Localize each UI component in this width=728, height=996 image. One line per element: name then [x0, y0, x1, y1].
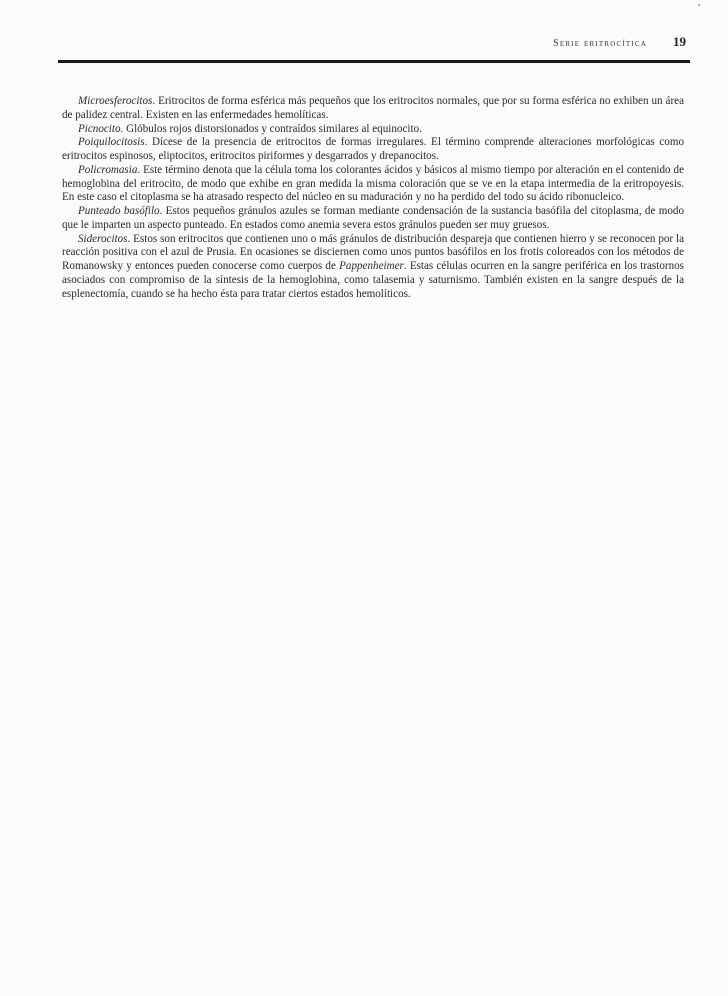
entry-text: . Dícese de la presencia de eritrocitos de formas irregulares. El término comprende alteraciones morfológicas como eritrocitos espinosos, eliptocitos, eritrocitos piriformes y desgarrados y drepanocitos.: [62, 136, 684, 162]
entry-siderocitos: [62, 233, 684, 302]
entry-poiquilocitosis: [62, 136, 684, 164]
header-rule: [58, 60, 690, 63]
entry-microesferocitos: [62, 95, 684, 123]
running-head: [58, 34, 686, 50]
entry-text: . Este término denota que la célula toma los colorantes ácidos y básicos al mismo tiempo por alteración en el contenido de hemoglobina del eritrocito, de modo que exhibe en gran medida la misma coloración que se ve en la etapa intermedia de la eritropoyesis. En este caso el citoplasma se ha atrasado respecto del núcleo en su maduración y no ha perdido del todo su ácido ribonucleico.: [62, 163, 684, 204]
entry-text: . Eritrocitos de forma esférica más pequeños que los eritrocitos normales, que por su forma esférica no exhiben un área de palidez central. Existen en las enfermedades hemolíticas.: [62, 95, 684, 121]
entry-term: Microesferocitos: [78, 95, 153, 107]
entry-term: Siderocitos: [78, 232, 128, 245]
entry-term: Punteado basófilo: [78, 205, 160, 217]
entry-term: Picnocito: [78, 122, 121, 135]
entry-text: . Estas células ocurren en la sangre periférica en los trastornos asociados con compromiso de la síntesis de la hemoglobina, como talasemia y saturnismo. También existen en la sangre después de la esplenectomía, cuando se ha hecho ésta para tratar ciertos estados hemolíticos.: [62, 260, 684, 300]
scan-mark: [698, 4, 700, 6]
body-text: [62, 95, 684, 301]
entry-text: . Glóbulos rojos distorsionados y contraídos similares al equinocito.: [120, 122, 422, 135]
entry-picnocito: [62, 123, 684, 137]
entry-emphasis: Pappenheimer: [339, 260, 404, 272]
page-number: 19: [673, 34, 686, 49]
entry-text: . Estos son eritrocitos que contienen uno o más gránulos de distribución despareja que contienen hierro y se reconocen por la reacción positiva con el azul de Prusia. En ocasiones se disciernen como unos puntos basófilos en los frotis coloreados con los métodos de Romanowsky y entonces pueden conocerse como cuerpos de: [62, 232, 684, 272]
entry-policromasia: [62, 164, 684, 205]
entry-punteado-basofilo: [62, 205, 684, 233]
entry-term: Policromasia: [78, 163, 138, 176]
entry-term: Poiquilocitosis: [78, 136, 145, 149]
entry-text: . Estos pequeños gránulos azules se forman mediante condensación de la sustancia basófila del citoplasma, de modo que le imparten un aspecto punteado. En estados como anemia severa estos gránulos pueden ser muy gruesos.: [62, 205, 684, 231]
section-title: Serie eritrocítica: [553, 38, 647, 49]
